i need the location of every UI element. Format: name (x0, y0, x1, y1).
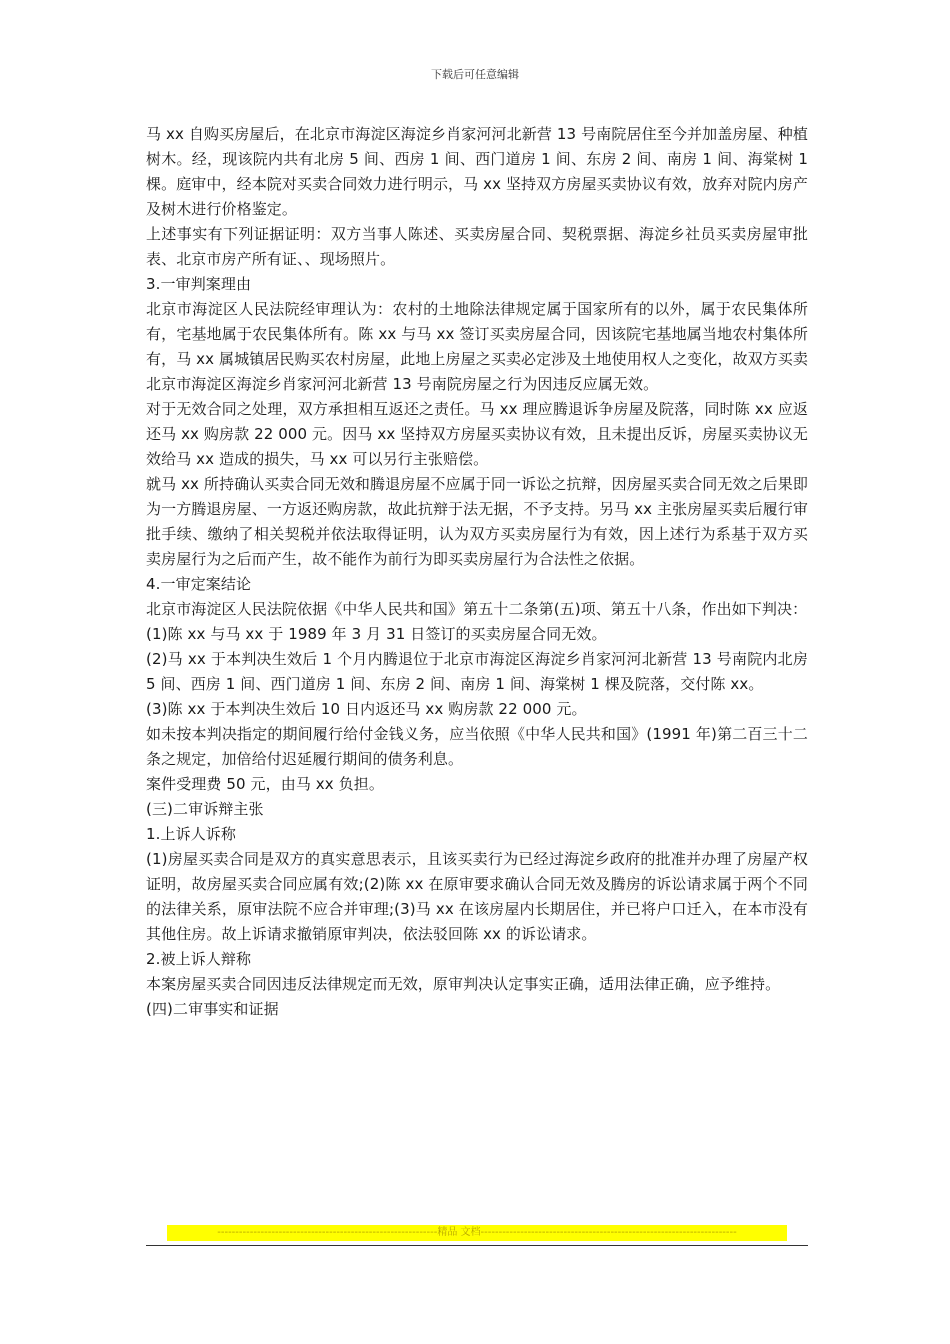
paragraph: 如未按本判决指定的期间履行给付金钱义务，应当依照《中华人民共和国》(1991 年)第二百三十二条之规定，加倍给付迟延履行期间的债务利息。 (146, 725, 808, 768)
page-footer (146, 1225, 808, 1246)
footer-divider (146, 1245, 808, 1246)
paragraph: 本案房屋买卖合同因违反法律规定而无效，原审判决认定事实正确，适用法律正确，应予维持。 (146, 975, 781, 993)
paragraph: 马 xx 自购买房屋后，在北京市海淀区海淀乡肖家河河北新营 13 号南院居住至今并加盖房屋、种植树木。经，现该院内共有北房 5 间、西房 1 间、西门道房 1 间、东房 2 间、南房 1 间、海棠树 1 棵。庭审中，经本院对买卖合同效力进行明示，马 xx 坚持双方房屋买卖协议有效，放弃对院内房产及树木进行价格鉴定。 (146, 125, 808, 218)
header-note: 下载后可任意编辑 (431, 68, 519, 81)
paragraph: 就马 xx 所持确认买卖合同无效和腾退房屋不应属于同一诉讼之抗辩，因房屋买卖合同无效之后果即为一方腾退房屋、一方返还购房款，故此抗辩于法无据，不予支持。另马 xx 主张房屋买卖后履行审批手续、缴纳了相关契税并依法取得证明，认为双方买卖房屋行为有效，因上述行为系基于双方买卖房屋行为之后而产生，故不能作为前行为即买卖房屋行为合法性之依据。 (146, 475, 808, 568)
paragraph: 北京市海淀区人民法院依据《中华人民共和国》第五十二条第(五)项、第五十八条，作出如下判决： (146, 600, 808, 618)
judgment-item: (2)马 xx 于本判决生效后 1 个月内腾退位于北京市海淀区海淀乡肖家河河北新营 13 号南院内北房 5 间、西房 1 间、西门道房 1 间、东房 2 间、南房 1 间、海棠树 1 棵及院落，交付陈 xx。 (146, 650, 808, 693)
document-body (146, 122, 808, 1022)
section-heading: 4.一审定案结论 (146, 575, 252, 593)
judgment-item: (1)陈 xx 与马 xx 于 1989 年 3 月 31 日签订的买卖房屋合同无效。 (146, 625, 607, 643)
section-heading: 2.被上诉人辩称 (146, 950, 252, 968)
footer-banner: -------------------------------------------------------------精品 文档----------------------------------------------------------------------- (167, 1225, 787, 1241)
section-heading: (四)二审事实和证据 (146, 1000, 279, 1018)
paragraph: 上述事实有下列证据证明：双方当事人陈述、买卖房屋合同、契税票据、海淀乡社员买卖房屋审批表、北京市房产所有证、、现场照片。 (146, 225, 808, 268)
judgment-item: (3)陈 xx 于本判决生效后 10 日内返还马 xx 购房款 22 000 元。 (146, 700, 587, 718)
paragraph: 对于无效合同之处理，双方承担相互返还之责任。马 xx 理应腾退诉争房屋及院落，同时陈 xx 应返还马 xx 购房款 22 000 元。因马 xx 坚持双方房屋买卖协议有效，且未提出反诉，房屋买卖协议无效给马 xx 造成的损失，马 xx 可以另行主张赔偿。 (146, 400, 808, 468)
paragraph: 北京市海淀区人民法院经审理认为：农村的土地除法律规定属于国家所有的以外，属于农民集体所有，宅基地属于农民集体所有。陈 xx 与马 xx 签订买卖房屋合同，因该院宅基地属当地农村集体所有，马 xx 属城镇居民购买农村房屋，此地上房屋之买卖必定涉及土地使用权人之变化，故双方买卖北京市海淀区海淀乡肖家河河北新营 13 号南院房屋之行为因违反应属无效。 (146, 300, 808, 393)
section-heading: 3.一审判案理由 (146, 275, 252, 293)
paragraph: 案件受理费 50 元，由马 xx 负担。 (146, 775, 384, 793)
section-heading: 1.上诉人诉称 (146, 825, 237, 843)
paragraph: (1)房屋买卖合同是双方的真实意思表示，且该买卖行为已经过海淀乡政府的批准并办理了房屋产权证明，故房屋买卖合同应属有效;(2)陈 xx 在原审要求确认合同无效及腾房的诉讼请求属于两个不同的法律关系，原审法院不应合并审理;(3)马 xx 在该房屋内长期居住，并已将户口迁入，在本市没有其他住房。故上诉请求撤销原审判决，依法驳回陈 xx 的诉讼请求。 (146, 850, 808, 943)
section-heading: (三)二审诉辩主张 (146, 800, 264, 818)
